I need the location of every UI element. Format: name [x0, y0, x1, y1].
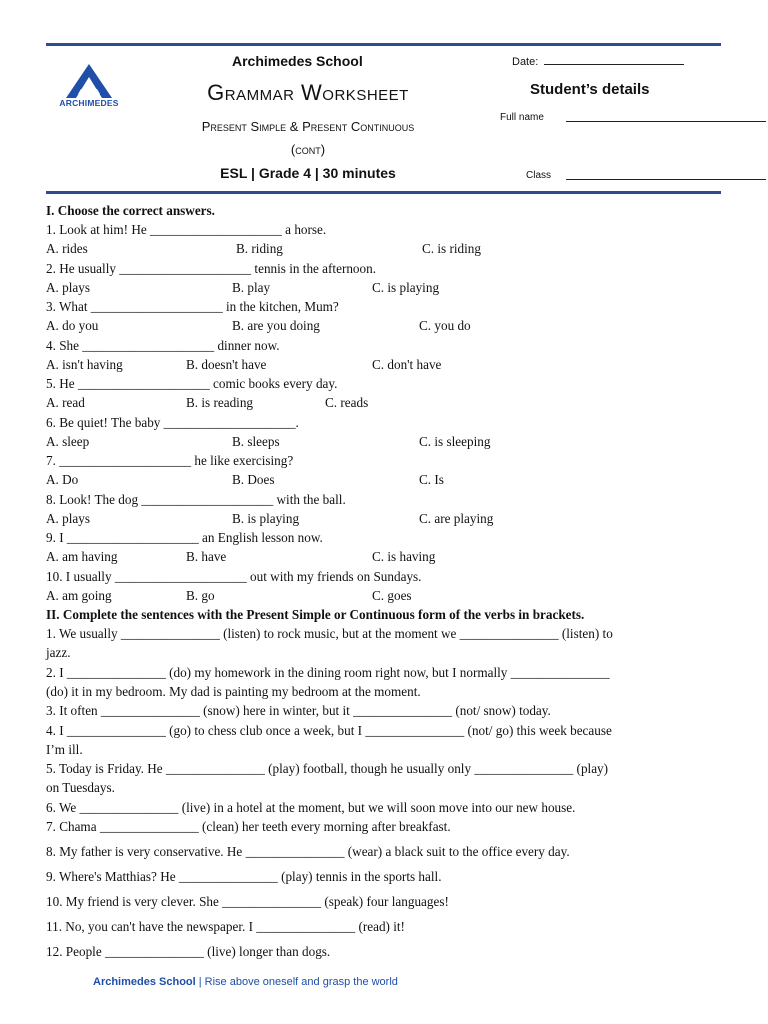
footer-tagline: | Rise above oneself and grasp the world [195, 976, 398, 988]
school-name: Archimedes School [232, 53, 363, 69]
top-rule [46, 43, 721, 46]
date-field[interactable] [512, 56, 684, 68]
option-a[interactable]: A. Do [46, 472, 79, 487]
option-c[interactable]: C. you do [419, 318, 471, 333]
exercise-line: 11. No, you can't have the newspaper. I _______________ (read) it! [46, 919, 405, 934]
exercise-line: 6. We _______________ (live) in a hotel at the moment, but we will soon move into our new house. [46, 800, 576, 815]
exercise-line: jazz. [46, 645, 71, 660]
fullname-label: Full name [500, 112, 544, 123]
question-3: 3. What ____________________ in the kitchen, Mum? [46, 299, 339, 314]
option-c[interactable]: C. is riding [422, 241, 481, 256]
option-b[interactable]: B. play [232, 280, 271, 295]
exercise-line: 10. My friend is very clever. She _______________ (speak) four languages! [46, 894, 449, 909]
exercise-line: 3. It often _______________ (snow) here in winter, but it _______________ (not/ snow) today. [46, 703, 551, 718]
option-a[interactable]: A. isn't having [46, 357, 123, 372]
exercise-line: 4. I _______________ (go) to chess club once a week, but I _______________ (not/ go) this week because [46, 723, 612, 738]
page-footer [93, 976, 398, 988]
option-a[interactable]: A. am having [46, 549, 118, 564]
footer-school: Archimedes School [93, 976, 196, 988]
exercise-line: 8. My father is very conservative. He _______________ (wear) a black suit to the office every day. [46, 844, 570, 859]
option-c[interactable]: C. is playing [372, 280, 440, 295]
option-a[interactable]: A. rides [46, 241, 88, 256]
class-blank[interactable] [566, 179, 766, 180]
option-b[interactable]: B. is playing [232, 511, 300, 526]
option-a[interactable]: A. do you [46, 318, 99, 333]
option-b[interactable]: B. doesn't have [186, 357, 267, 372]
option-b[interactable]: B. Does [232, 472, 275, 487]
question-7: 7. ____________________ he like exercising? [46, 453, 294, 468]
exercise-line: (do) it in my bedroom. My dad is painting my bedroom at the moment. [46, 684, 421, 699]
option-a[interactable]: A. read [46, 395, 85, 410]
date-label: Date: [512, 56, 539, 68]
page-subtitle-cont: (cont) [290, 142, 326, 157]
option-c[interactable]: C. is having [372, 549, 436, 564]
exercise-line: 7. Chama _______________ (clean) her teeth every morning after breakfast. [46, 819, 451, 834]
question-1: 1. Look at him! He ____________________ a horse. [46, 222, 327, 237]
logo-text: ARCHIMEDES [59, 98, 119, 108]
question-4: 4. She ____________________ dinner now. [46, 338, 280, 353]
exercise-line: 12. People _______________ (live) longer than dogs. [46, 944, 331, 959]
option-c[interactable]: C. reads [325, 395, 369, 410]
question-2: 2. He usually ____________________ tennis in the afternoon. [46, 261, 377, 276]
option-a[interactable]: A. plays [46, 280, 90, 295]
exercise-line: 5. Today is Friday. He _______________ (play) football, though he usually only _______________ (play) [46, 761, 609, 776]
exercise-line: I’m ill. [46, 742, 83, 757]
option-a[interactable]: A. sleep [46, 434, 90, 449]
option-b[interactable]: B. have [186, 549, 227, 564]
option-a[interactable]: A. am going [46, 588, 112, 603]
question-5: 5. He ____________________ comic books every day. [46, 376, 338, 391]
question-9: 9. I ____________________ an English lesson now. [46, 530, 323, 545]
option-c[interactable]: C. goes [372, 588, 412, 603]
option-c[interactable]: C. are playing [419, 511, 494, 526]
exercise-line: on Tuesdays. [46, 780, 115, 795]
date-blank[interactable] [544, 56, 684, 65]
question-6: 6. Be quiet! The baby ____________________. [46, 415, 299, 430]
page-title: Grammar Worksheet [207, 80, 409, 105]
option-b[interactable]: B. are you doing [232, 318, 320, 333]
fullname-blank[interactable] [566, 121, 766, 122]
worksheet-meta: ESL | Grade 4 | 30 minutes [220, 165, 396, 181]
section2-heading: II. Complete the sentences with the Present Simple or Continuous form of the verbs in brackets. [46, 607, 585, 622]
option-c[interactable]: C. Is [419, 472, 444, 487]
option-c[interactable]: C. don't have [372, 357, 442, 372]
option-b[interactable]: B. sleeps [232, 434, 280, 449]
students-details-title: Student’s details [530, 81, 650, 98]
exercise-line: 9. Where's Matthias? He _______________ (play) tennis in the sports hall. [46, 869, 442, 884]
exercise-line: 1. We usually _______________ (listen) to rock music, but at the moment we _______________ (listen) to [46, 626, 613, 641]
option-b[interactable]: B. riding [236, 241, 283, 256]
exercise-line: 2. I _______________ (do) my homework in the dining room right now, but I normally _______________ [46, 665, 610, 680]
section1-heading: I. Choose the correct answers. [46, 203, 215, 218]
page-subtitle: Present Simple & Present Continuous [201, 119, 415, 134]
option-b[interactable]: B. is reading [186, 395, 254, 410]
header-rule [46, 191, 721, 194]
option-a[interactable]: A. plays [46, 511, 90, 526]
option-b[interactable]: B. go [186, 588, 215, 603]
option-c[interactable]: C. is sleeping [419, 434, 491, 449]
class-label: Class [526, 170, 552, 181]
question-8: 8. Look! The dog ____________________ with the ball. [46, 492, 346, 507]
question-10: 10. I usually ____________________ out with my friends on Sundays. [46, 569, 422, 584]
